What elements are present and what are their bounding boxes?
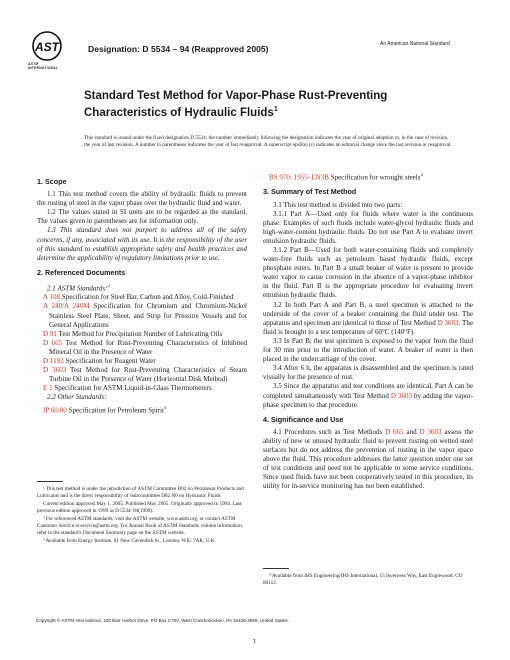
footnote-mark: 4 [420, 172, 423, 177]
footnotes [263, 573, 473, 588]
title-footnote-mark: 1 [273, 106, 278, 113]
paragraph: 3.4 After 6 h, the apparatus is disassembled and the specimen is rated visually for the presence of rust. [263, 364, 473, 382]
reference-link[interactable]: D 665 [43, 338, 63, 347]
reference-item [37, 403, 247, 415]
reference-link[interactable]: D 91 [43, 329, 57, 338]
footnote: ³ Available from Energy Institute, 61 New Cavendish St., London, WIG 7AR, U.K. [43, 538, 216, 545]
paragraph-text: 4.1 Procedures such as Test Methods [273, 427, 386, 436]
section-heading: 3. Summary of Test Method [263, 187, 357, 197]
svg-text:AST: AST [35, 40, 59, 54]
paragraph-text: 3.2 In both Part A and Part B, a steel specimen is attached to the underside of the cover of a beaker containing the fluid under test. The apparatus and specimen are identical to those of Test Method [263, 300, 473, 327]
paragraph: 1.3 This standard does not purport to address all of the safety concerns, if any, associated with its use. It is the responsibility of the user of this standard to establish appropriate safety and health practices and determine the applicability of regulatory limitations prior to use. [37, 226, 247, 262]
reference-link[interactable]: E 1 [43, 384, 53, 393]
reference-text: Specification for Steel Bar, Carbon and Alloy, Cold-Finished [60, 293, 234, 302]
reference-link[interactable]: D 3603 [419, 427, 442, 436]
reference-link[interactable]: D 3603 [43, 366, 67, 375]
reference-link[interactable]: IP 60/80 [43, 405, 67, 414]
right-column [263, 170, 473, 491]
paragraph-text: by adding the vapor-phase specimen to that procedure. [263, 391, 473, 409]
reference-item [37, 293, 247, 302]
reference-item [37, 302, 247, 329]
reference-text: Test Method for Precipitation Number of Lubricating Oils [56, 329, 223, 338]
paragraph [263, 382, 473, 409]
footnote: Current edition approved May 1, 2005. Published May 2005. Originally approved in 1994. Last previous edition approved in 1999 as D 5534–94(1999). [37, 501, 242, 514]
reference-link[interactable]: A 108 [43, 293, 61, 302]
paragraph-text: assess the ability of new or unused hydraulic fluid to prevent rusting on wetted steel surfaces but do not address the prevention of rusting in the vapor space above the fluid. This procedure addresses the latter question under one set of test conditions and need not be applicable to some service conditions. Since used fluids have not been cooperatively tested in this procedure, its utility for in-service monitoring has not been established. [263, 427, 474, 491]
footnote: ⁴ Available from IHS Engineering/IHS International, 15 Inverness Way, East Englewood, CO 80112. [263, 573, 463, 586]
reference-link[interactable]: D 1193 [43, 357, 64, 366]
left-column [37, 172, 247, 415]
section-heading: 2. Referenced Documents [37, 267, 126, 277]
reference-item [37, 366, 247, 384]
reference-text: Specification for Chromium and Chromium-Nickel Stainless Steel Plate, Sheet, and Strip for Pressure Vessels and for General Applications [49, 302, 247, 329]
reference-link[interactable]: D 3603 [437, 318, 459, 327]
paragraph: 1.1 This test method covers the ability of hydraulic fluids to prevent the rusting of steel in the vapor phase over the hydraulic fluid and water. [37, 190, 247, 208]
reference-text: Specification for Petroleum Spirit [66, 405, 164, 414]
reference-text: Test Method for Rust-Preventing Characteristics of Steam Turbine Oil in the Presence of Water (Horizontal Disk Method) [49, 366, 247, 384]
paragraph: 1.2 The values stated in SI units are to be regarded as the standard. The values given in parentheses are for information only. [37, 208, 247, 226]
reference-link[interactable]: D 665 [385, 427, 404, 436]
document-title [84, 90, 424, 120]
paragraph: 3.1.1 Part A—Used only for fluids where water is the continuous phase. Examples of such fluids include water-glycol hydraulic fluids and high-water-content hydraulic fluids. Do not use Part A to evaluate invert emulsion hydraulic fluids. [263, 209, 473, 245]
paragraph-text: and [403, 427, 420, 436]
footnote-mark: 3 [163, 404, 167, 410]
paragraph: 3.1 This test method is divided into two parts: [273, 200, 403, 209]
section-heading: 4. Significance and Use [263, 414, 344, 424]
footnote-rule [263, 568, 289, 569]
paragraph [263, 301, 473, 337]
paragraph-text: 3.5 Since the apparatus and test conditions are identical, Part A can be completed simultaneously with Test Method [263, 382, 473, 400]
designation: Designation: D 5534 – 94 (Reapproved 2005) [88, 44, 269, 54]
reference-item [37, 339, 247, 357]
subheading [37, 281, 247, 293]
reference-text: Specification for wrought steels [328, 173, 421, 182]
footnote: ¹ This test method is under the jurisdiction of ASTM Committee D02 on Petroleum Products and Lubricants and is the direct responsibility of Subcommittee D02.N0 on Hydraulic Fluids. [37, 486, 244, 499]
copyright-line: Copyright © ASTM International, 100 Barr Harbor Drive, PO Box C700, West Conshohocken, PA 19428-2959, United States. [36, 618, 289, 623]
reference-text: Specification for ASTM Liquid-in-Glass Thermometers [52, 384, 212, 393]
footnote-rule [37, 481, 63, 482]
reference-text: Test Method for Rust-Preventing Characteristics of Inhibited Mineral Oil in the Presence of Water [49, 338, 248, 356]
astm-logo [30, 30, 64, 70]
footnotes [37, 486, 247, 547]
footnote-mark: 2 [107, 282, 110, 288]
section-heading: 1. Scope [37, 177, 67, 186]
subheading: 2.2 Other Standards: [47, 393, 107, 402]
reference-link[interactable]: D 3603 [390, 391, 413, 400]
reference-item [37, 357, 247, 366]
reference-item [263, 170, 473, 182]
paragraph [263, 428, 473, 492]
page-number: 1 [253, 638, 257, 645]
subheading-text: 2.1 ASTM Standards: [47, 284, 108, 293]
reference-item [37, 384, 247, 393]
paragraph-text: . The fluid is brought to a test temperature of 60°C (140°F). [263, 318, 473, 336]
reference-link[interactable]: BS 970: 1955–EN3B [269, 173, 329, 182]
paragraph: 3.3 In Part B, the test specimen is exposed to the vapor from the fluid for 30 min prior to the introduction of water. A beaker of water is then placed in the undercarriage of the cover. [263, 336, 473, 364]
title-text: Standard Test Method for Vapor-Phase Rust-Preventing Characteristics of Hydraulic Fluids [84, 90, 388, 119]
reference-item [37, 330, 247, 339]
reference-link[interactable]: A 240/A 240M [43, 302, 90, 311]
org-label: An American National Standard [380, 41, 450, 47]
issuance-notice: This standard is issued under the fixed designation D 5534; the number immediately following the designation indicates the year of original adoption or, in the case of revision, the year of last revision. A number in parentheses indicates the year of last reapproval. A superscript epsilon (ε) indicates an editorial change since the last revision or reapproval. [84, 135, 452, 148]
logo-text: ASTM INTERNATIONAL [28, 62, 59, 70]
footnote: ² For referenced ASTM standards, visit the ASTM website, www.astm.org, or contact ASTM Customer Service at service@astm.org. For Annual Book of ASTM Standards volume information, refer to the standard's Document Summary page on the ASTM website. [37, 516, 244, 536]
reference-text: Specification for Reagent Water [63, 357, 156, 366]
paragraph: 3.1.2 Part B—Used for both water-containing fluids and completely water-free fluids such as petroleum based hydraulic fluids, except phosphate esters. In Part B a small beaker of water is present to provide water vapor to cause corrosion in the absence of a vapor-phase inhibitor in the fluid. Part B is the appropriate procedure for evaluating invert emulsion hydraulic fluids. [263, 246, 473, 300]
